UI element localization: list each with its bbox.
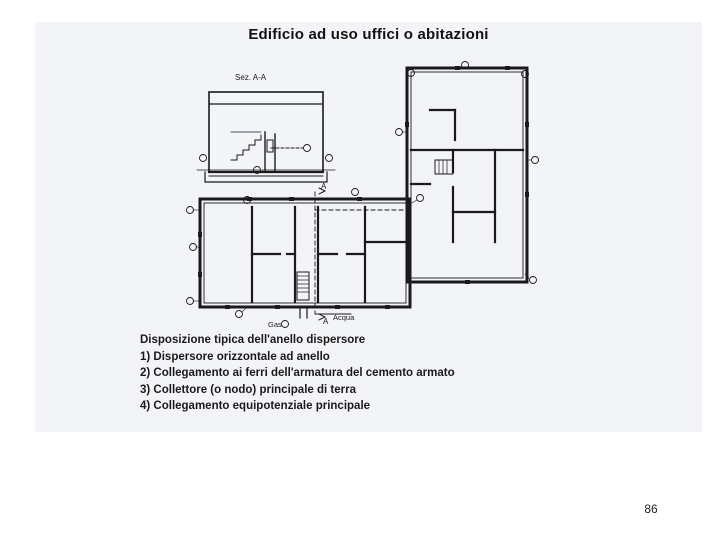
- scanned-figure: [35, 22, 702, 432]
- water-label: Acqua: [333, 313, 355, 322]
- figure-caption: [140, 332, 455, 415]
- ring-connection-marks: [198, 66, 529, 309]
- section-label: Sez. A-A: [235, 73, 267, 82]
- figure-title: Edificio ad uso uffici o abitazioni: [248, 26, 489, 43]
- main-building-walls: [200, 192, 410, 314]
- cut-marker-top: A: [321, 182, 327, 191]
- callout-leaders: [193, 132, 531, 312]
- caption-item-2: 2) Collegamento ai ferri dell'armatura del cemento armato: [140, 367, 455, 379]
- annex-building-walls: [407, 68, 527, 282]
- caption-item-1: 1) Dispersore orizzontale ad anello: [140, 350, 330, 363]
- section-a-a-drawing: [197, 92, 335, 182]
- page-number: 86: [644, 502, 658, 516]
- caption-heading: Disposizione tipica dell'anello dispersore: [140, 334, 366, 346]
- callout-markers: [187, 62, 539, 328]
- cut-marker-bottom: A: [323, 317, 329, 326]
- caption-item-4: 4) Collegamento equipotenziale principale: [140, 400, 371, 412]
- gas-label: Gas: [268, 320, 282, 329]
- caption-item-3: 3) Collettore (o nodo) principale di terra: [140, 383, 356, 396]
